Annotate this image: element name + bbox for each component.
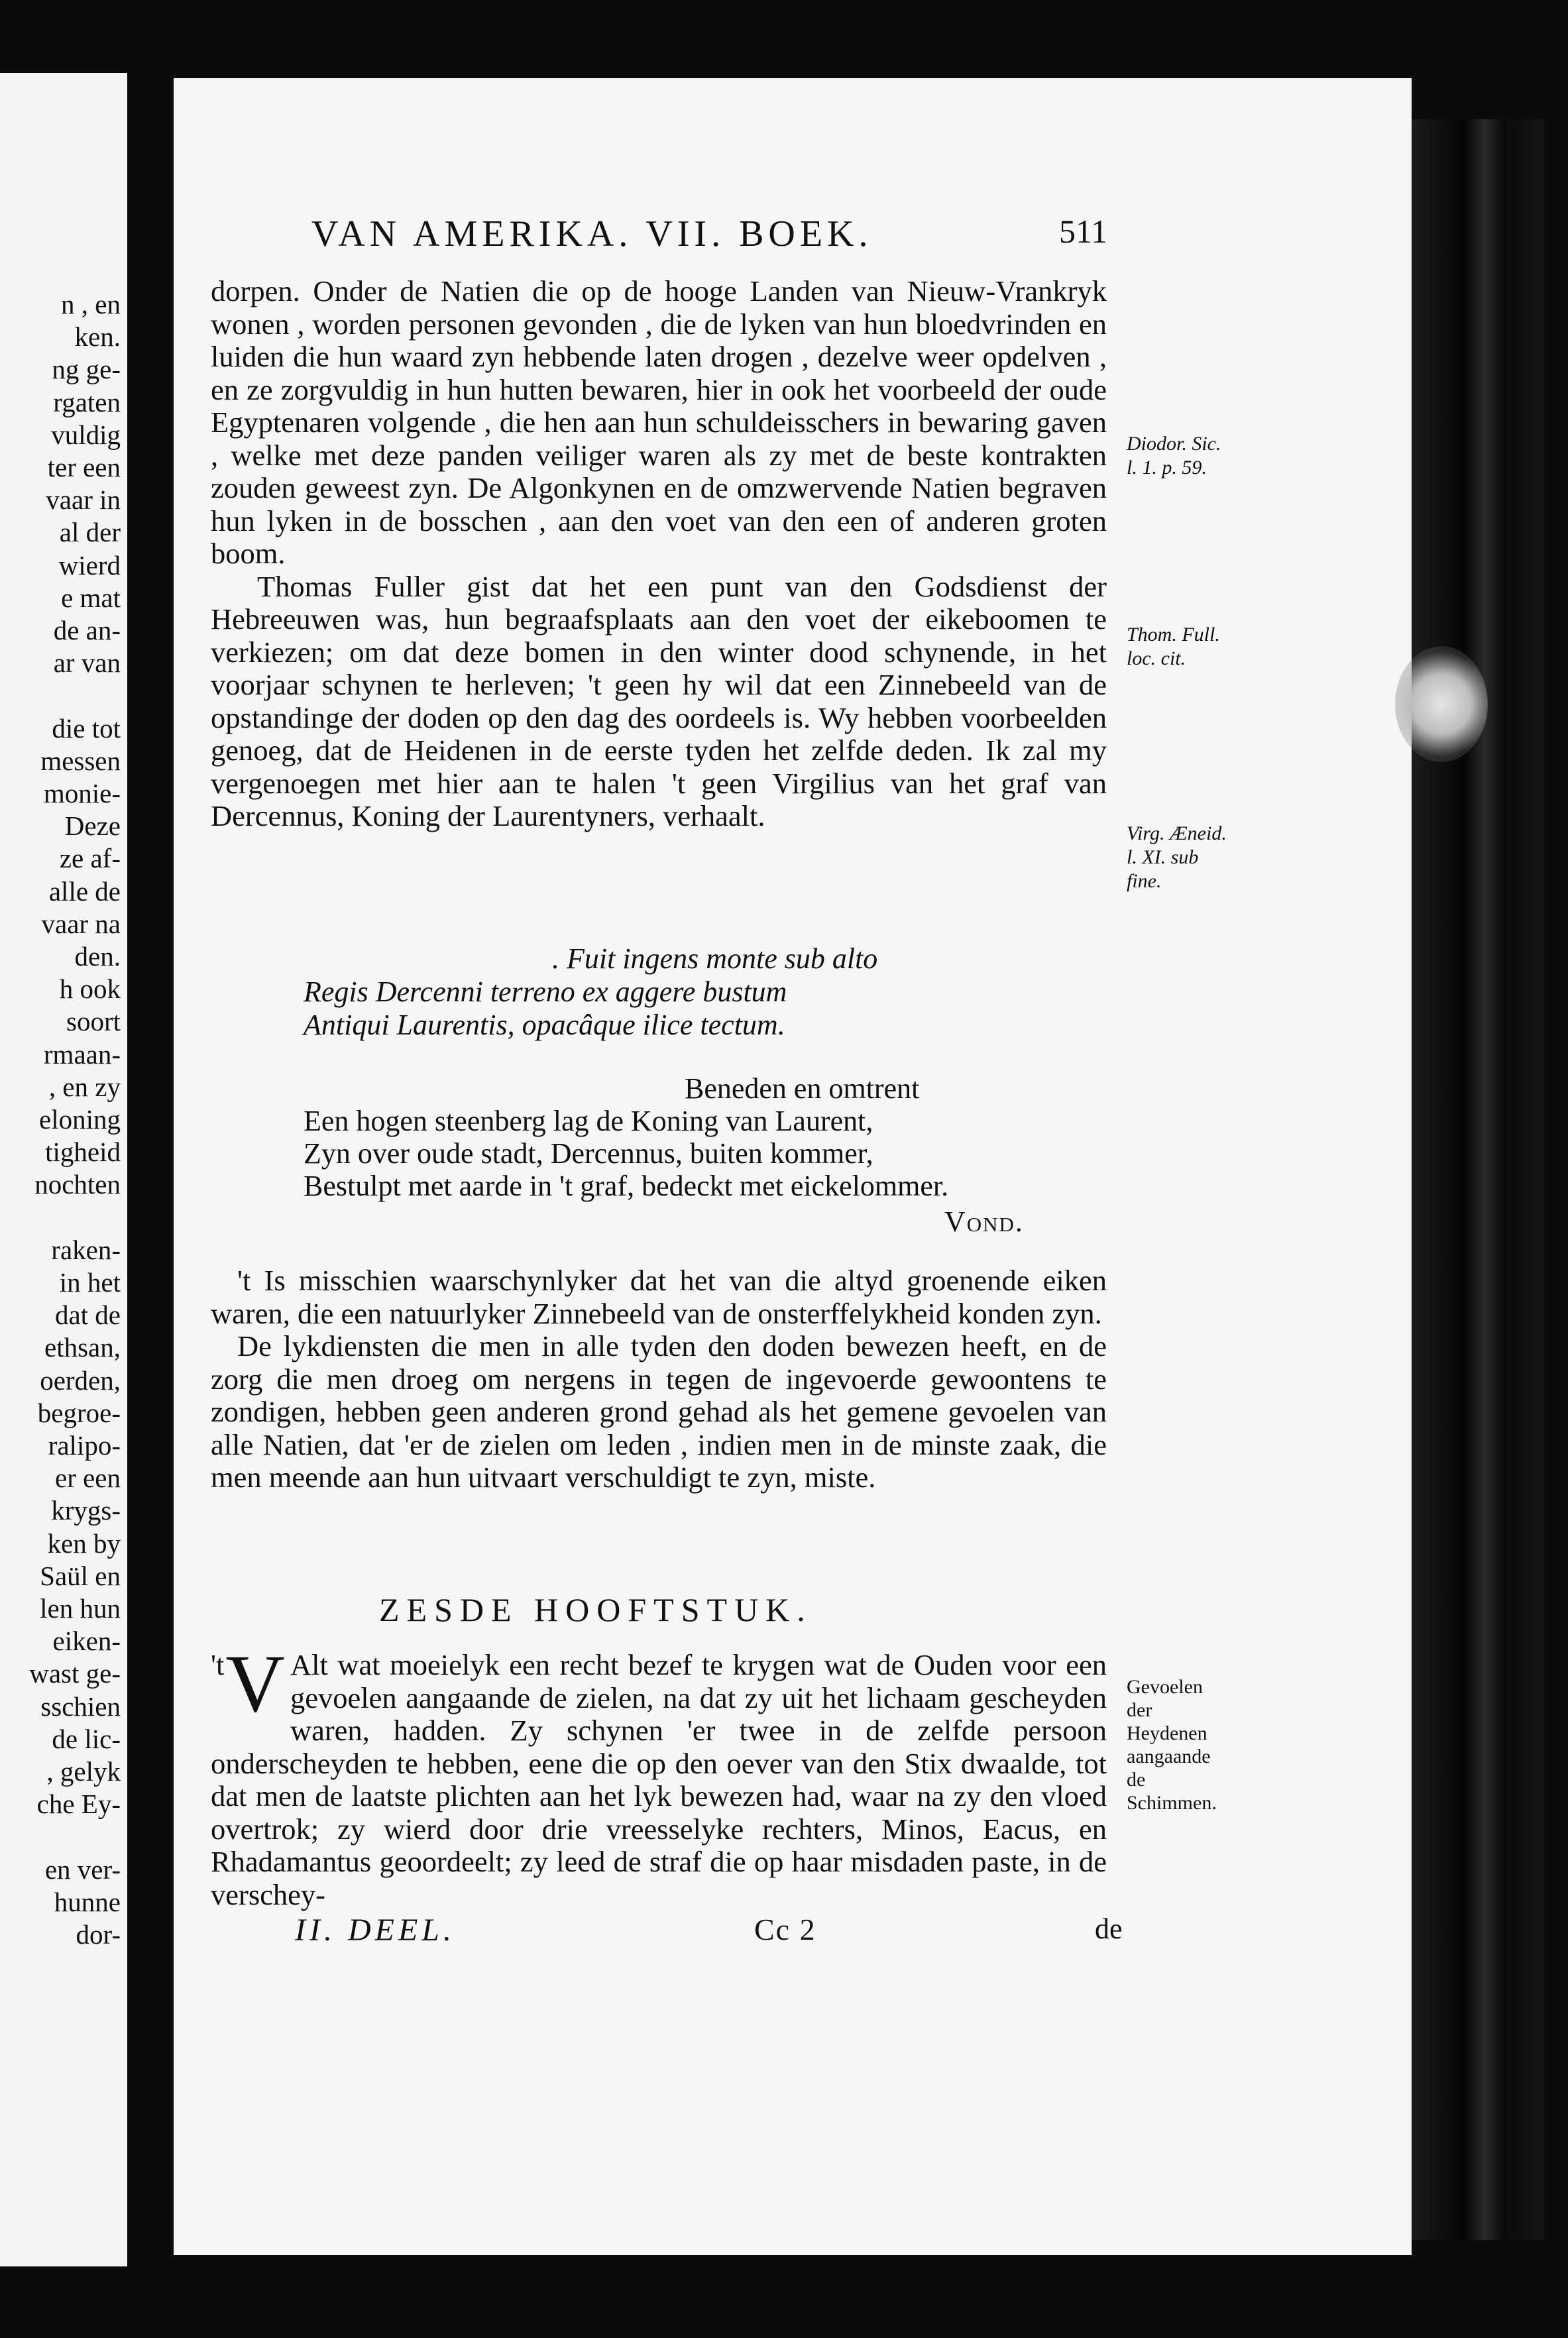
- left-page-line: de an-: [53, 615, 121, 645]
- verse-line: Bestulpt met aarde in 't graf, bedeckt met eickelommer.: [304, 1170, 949, 1202]
- left-page-fragment: [0, 73, 127, 2266]
- verse-author: Vond.: [944, 1205, 1024, 1238]
- paragraph: Thomas Fuller gist dat het een punt van den Godsdienst der Hebreeuwen was, hun begraafsplaats aan den voet der eikeboomen te verkiezen; om dat deze bomen in den winter dood schynende, in het voorjaar schynen te herleven; 't geen hy wil dat een Zinnebeeld van de opstandinge der doden op den dag des oordeels is. Wy hebben voorbeelden genoeg, dat de Heidenen in de eerste tyden het zelfde deden. Ik zal my vergenoegen met hier aan te halen 't geen Virgilius van het graf van Dercennus, Koning der Laurentyners, verhaalt.: [211, 569, 1107, 832]
- left-page-line: rmaan-: [43, 1038, 121, 1070]
- left-page-line: in het: [59, 1267, 121, 1298]
- sidenote-diodor: Diodor. Sic. l. 1. p. 59.: [1127, 433, 1221, 478]
- left-page-line: er een: [55, 1463, 121, 1494]
- chapter-body: Alt wat moeielyk een recht bezef te krygen wat de Ouden voor een gevoelen aangaande de zielen, na dat zy uit het lichaam gescheyden waren, hadden. Zy schynen 'er twee in de zelfde persoon onderscheyden te hebben, eene die op den oever van den Stix dwaalde, tot dat men de laatste plichten aan het lyk bewezen had, waar na zy den vloed overtrok; zy wierd door drie vreesselyke rechters, Minos, Eacus, en Rhadamantus geoordeelt; zy leed de straf die op haar misdaden paste, in de verschey-: [211, 1648, 1107, 1911]
- left-page-line: raken-: [51, 1234, 121, 1265]
- left-page-line: n , en: [61, 289, 121, 319]
- left-page-line: al der: [59, 517, 121, 548]
- chapter-paragraph: [211, 1638, 1107, 1911]
- left-page-line: ken.: [74, 321, 121, 353]
- left-page-line: krygs-: [51, 1495, 121, 1526]
- left-page-line: de lic-: [52, 1723, 121, 1754]
- page-number: 511: [1059, 213, 1108, 250]
- left-page-line: h ook: [59, 974, 121, 1005]
- left-page-line: e mat: [61, 582, 121, 613]
- chapter-heading: ZESDE HOOFTSTUK.: [379, 1591, 812, 1628]
- left-page-line: hunne: [54, 1886, 121, 1917]
- verse-line: . Fuit ingens monte sub alto: [552, 942, 878, 975]
- drop-cap: V: [225, 1638, 285, 1729]
- left-page-line: vaar na: [41, 908, 121, 939]
- chapter-text: [211, 1638, 1107, 1911]
- running-head: VAN AMERIKA. VII. BOEK.: [311, 213, 873, 254]
- left-page-line: dat de: [54, 1300, 121, 1331]
- left-page-line: alle de: [48, 875, 121, 907]
- lead-word: 't: [211, 1648, 225, 1681]
- left-page-line: , gelyk: [46, 1756, 121, 1787]
- left-page-line: eloning: [39, 1104, 121, 1135]
- left-page-line: eiken-: [52, 1626, 121, 1657]
- paper-stain: [1395, 646, 1488, 762]
- sidenote-chapter: Gevoelen der Heydenen aangaande de Schimmen.: [1127, 1676, 1217, 1814]
- verse-line: Zyn over oude stadt, Dercennus, buiten kommer,: [304, 1137, 873, 1170]
- book-edge: [1412, 119, 1544, 2240]
- verse-line: Antiqui Laurentis, opacâque ilice tectum.: [304, 1009, 785, 1041]
- left-page-line: ter een: [47, 452, 121, 482]
- left-page-line: ken by: [47, 1528, 121, 1559]
- left-page-line: tigheid: [45, 1137, 121, 1168]
- left-page-line: soort: [66, 1006, 121, 1037]
- verse-line: Beneden en omtrent: [685, 1072, 920, 1105]
- left-page-line: sschien: [40, 1691, 121, 1722]
- catchword: de: [1095, 1913, 1123, 1945]
- left-page-line: wierd: [58, 549, 121, 581]
- left-page-line: oerden,: [40, 1364, 121, 1396]
- left-page-line: Saül en: [40, 1560, 121, 1591]
- left-page-line: ralipo-: [48, 1430, 121, 1461]
- signature-mark: Cc 2: [754, 1913, 816, 1946]
- latin-quotation: [304, 942, 877, 1042]
- left-page-line: len hun: [40, 1593, 121, 1624]
- body-text: [211, 275, 1107, 833]
- left-page-line: che Ey-: [36, 1789, 121, 1820]
- verse-line: Regis Dercenni terreno ex aggere bustum: [304, 975, 787, 1008]
- left-page-line: en ver-: [44, 1854, 121, 1885]
- left-page-line: Deze: [64, 810, 121, 842]
- left-page-line: begroe-: [37, 1397, 121, 1428]
- body-text-continued: [211, 1264, 1107, 1494]
- paragraph: De lykdiensten die men in alle tyden den doden bewezen heeft, en de zorg die men droeg om nergens in tegen de ingevoerde gewoontens te zondigen, hebben geen anderen grond gehad als het gemene gevoelen van alle Natien, dat 'er de zielen om leden , indien men in de minste zaak, die men meende aan hun uitvaart verschuldigt te zyn, miste.: [211, 1329, 1107, 1494]
- left-page-line: vuldig: [51, 419, 121, 450]
- volume-footer: II. DEEL.: [295, 1913, 455, 1948]
- paragraph: dorpen. Onder de Natien die op de hooge Landen van Nieuw-Vrankryk wonen , worden personen gevonden , die de lyken van hun bloedvrinden en luiden die hun waard zyn hebbende laten drogen , dezelve weer opdelven , en ze zorgvuldig in hun hutten bewaren, hier in ook het voorbeeld der oude Egyptenaren volgende , die hen aan hun schuldeisschers in bewaring gaven , welke met deze panden veiliger waren als zy met de beste kontrakten zouden geweest zyn. De Algonkynen en de omzwervende Natien begraven hun lyken in de bosschen , aan den voet van den een of anderen groten boom.: [211, 274, 1107, 570]
- left-page-line: die tot: [52, 712, 121, 744]
- left-page-line: ar van: [53, 647, 121, 679]
- sidenote-thom: Thom. Full. loc. cit.: [1127, 624, 1220, 669]
- left-page-line: messen: [40, 745, 121, 776]
- left-page-line: den.: [74, 941, 121, 972]
- paragraph: 't Is misschien waarschynlyker dat het van die altyd groenende eiken waren, die een natuurlyker Zinnebeeld van de onsterffelykheid konden zyn.: [211, 1264, 1107, 1330]
- left-page-line: monie-: [43, 778, 121, 808]
- verse-line: Een hogen steenberg lag de Koning van Laurent,: [304, 1105, 873, 1137]
- left-page-line: dor-: [76, 1919, 121, 1950]
- left-page-line: ng ge-: [52, 354, 121, 385]
- sidenote-virg: Virg. Æneid. l. XI. sub fine.: [1127, 822, 1227, 892]
- dutch-translation: [304, 1072, 948, 1202]
- left-page-line: ze af-: [59, 843, 121, 874]
- left-page-line: wast ge-: [29, 1658, 121, 1689]
- left-page-line: ethsan,: [44, 1332, 121, 1363]
- left-page-line: , en zy: [48, 1071, 121, 1102]
- left-page-line: nochten: [34, 1169, 121, 1200]
- left-page-line: vaar in: [46, 484, 121, 516]
- left-page-line: rgaten: [53, 386, 121, 418]
